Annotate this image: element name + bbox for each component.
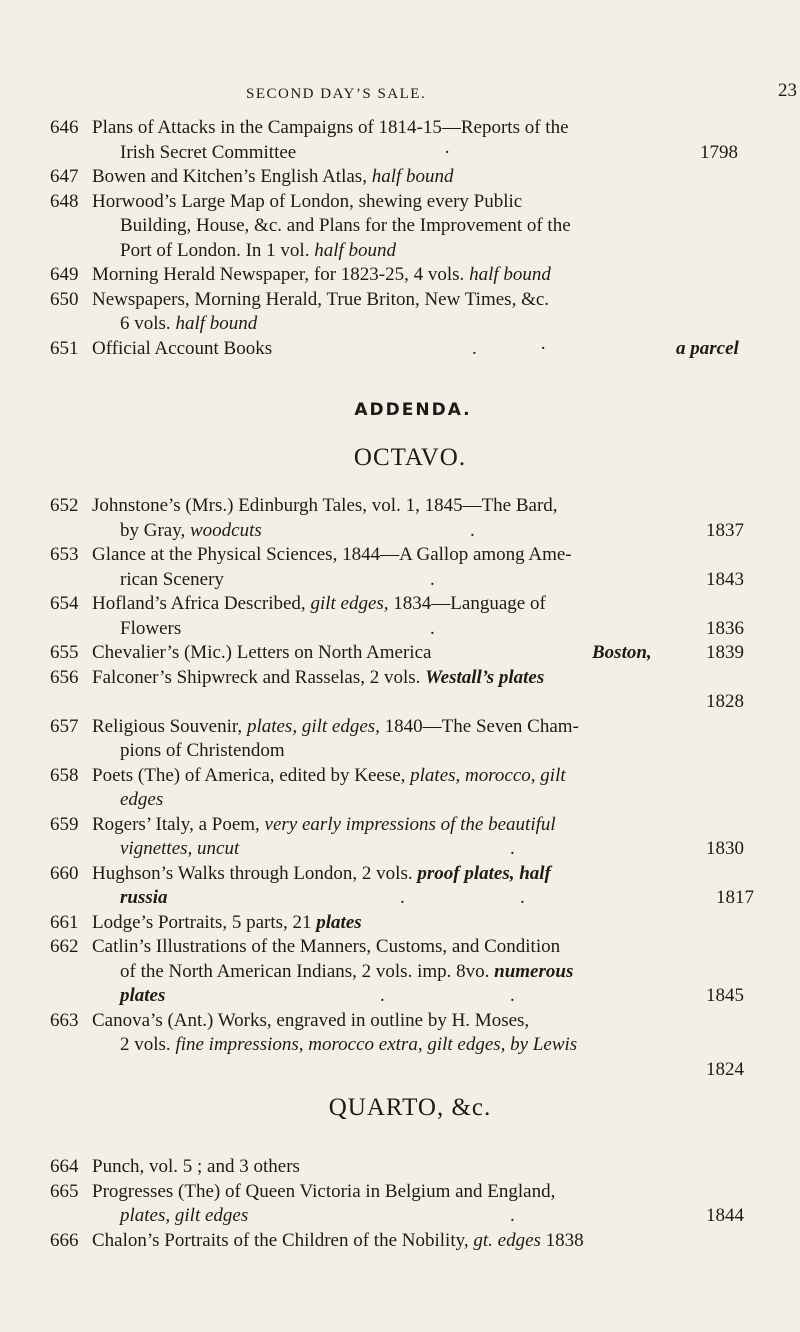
- lot-654: [0, 592, 800, 641]
- lot-number: 650: [50, 288, 79, 310]
- lot-continuation: pions of Christendom: [120, 740, 285, 761]
- lot-text: Port of London. In 1 vol.: [120, 239, 315, 261]
- leader-dot: .: [472, 337, 477, 359]
- lot-text: Hofland’s Africa Described,: [92, 593, 311, 614]
- lot-661: [0, 911, 800, 936]
- lot-number: 652: [50, 495, 79, 516]
- lot-title: [0, 862, 800, 887]
- plates-note: Westall’s plates: [425, 666, 545, 688]
- addenda-heading: ADDENDA.: [354, 400, 472, 420]
- lot-continuation: [0, 617, 800, 642]
- running-head: [0, 80, 800, 110]
- lot-number: 663: [50, 1009, 79, 1031]
- lot-660: [0, 862, 800, 911]
- plates-note: numerous: [494, 960, 574, 982]
- lot-title: Johnstone’s (Mrs.) Edinburgh Tales, vol. 1, 1845—The Bard,: [92, 495, 558, 516]
- lot-number: 666: [50, 1229, 79, 1251]
- binding-note: half bound: [371, 166, 454, 187]
- lot-title: [0, 592, 800, 617]
- leader-dot: .: [400, 887, 405, 908]
- lot-number: 659: [50, 813, 79, 835]
- leader-dot: .: [510, 1205, 515, 1226]
- lot-title: [0, 911, 800, 936]
- binding-note: half bound: [314, 239, 397, 261]
- lot-648: [0, 190, 800, 264]
- top-lots: [0, 116, 800, 361]
- lot-text: Hughson’s Walks through London, 2 vols.: [92, 862, 418, 884]
- lot-continuation: [0, 519, 800, 544]
- lot-text: Bowen and Kitchen’s English Atlas,: [92, 166, 372, 187]
- lot-year: 1836: [706, 617, 744, 639]
- lot-text: Religious Souvenir,: [92, 715, 247, 737]
- lot-year: 1830: [706, 838, 744, 859]
- lot-year: 1844: [706, 1205, 744, 1226]
- lot-665: [0, 1180, 800, 1229]
- lot-year: 1843: [706, 568, 744, 590]
- leader-dot: .: [430, 617, 435, 639]
- lot-year: 1817: [716, 887, 754, 908]
- lot-text: Morning Herald Newspaper, for 1823-25, 4 vols.: [92, 264, 470, 285]
- plates-note: plates: [120, 985, 166, 1006]
- lot-text: Irish Secret Committee: [120, 141, 297, 163]
- lot-number: 656: [50, 666, 79, 688]
- lot-text: by Gray,: [120, 519, 190, 541]
- lot-text: Chalon’s Portraits of the Children of the Nobility,: [92, 1229, 474, 1251]
- lot-655: [0, 641, 800, 666]
- binding-note: proof plates, half: [417, 862, 551, 884]
- lot-646: [0, 116, 800, 165]
- lot-number: 657: [50, 715, 79, 737]
- lot-title: Plans of Attacks in the Campaigns of 1814-15—Reports of the: [92, 117, 569, 138]
- lot-text: Lodge’s Portraits, 5 parts, 21: [92, 911, 317, 933]
- leader-dot: .: [510, 985, 515, 1006]
- plates-note: plates: [316, 911, 362, 933]
- binding-note: very early impressions of the beautiful: [264, 813, 556, 835]
- lot-number: 647: [50, 166, 79, 187]
- lot-658: [0, 764, 800, 813]
- lot-number: 654: [50, 593, 79, 614]
- lot-title: [0, 666, 800, 691]
- lot-number: 651: [50, 337, 79, 359]
- binding-note: half bound: [469, 264, 551, 285]
- lot-continuation: [0, 239, 800, 264]
- imprint-place: Boston,: [592, 642, 652, 663]
- lot-title: [0, 1229, 800, 1254]
- lot-number: 664: [50, 1156, 79, 1177]
- leader-dot: .: [510, 838, 515, 859]
- lot-continuation: edges: [120, 789, 164, 810]
- lot-year: 1838: [545, 1229, 584, 1251]
- lot-text: of the North American Indians, 2 vols. imp. 8vo.: [120, 960, 495, 982]
- lot-662: [0, 935, 800, 1009]
- lot-647: [0, 165, 800, 190]
- lot-title: Canova’s (Ant.) Works, engraved in outline by H. Moses,: [92, 1009, 530, 1031]
- binding-note: gilt edges,: [310, 593, 389, 614]
- lot-continuation: [0, 886, 800, 911]
- lot-title: [0, 641, 800, 666]
- lot-title: Glance at the Physical Sciences, 1844—A Gallop among Ame-: [92, 544, 572, 565]
- octavo-lots: [0, 494, 800, 1082]
- binding-note: vignettes, uncut: [120, 838, 240, 859]
- lot-text: Chevalier’s (Mic.) Letters on North America: [92, 642, 432, 663]
- lot-number: 665: [50, 1180, 79, 1202]
- lot-quantity: a parcel: [676, 337, 739, 359]
- leader-dot: .: [520, 887, 525, 908]
- lot-year: 1828: [706, 691, 744, 712]
- octavo-heading: OCTAVO.: [353, 444, 467, 471]
- lot-649: [0, 263, 800, 288]
- leader-dot: ·: [444, 141, 451, 163]
- running-title: SECOND DAY’S SALE.: [246, 86, 427, 102]
- lot-text: Rogers’ Italy, a Poem,: [92, 813, 265, 835]
- lot-text: Poets (The) of America, edited by Keese,: [92, 764, 411, 786]
- leader-dot: .: [380, 985, 385, 1006]
- lot-year: 1845: [706, 985, 744, 1006]
- leader-dot: .: [470, 519, 475, 541]
- lot-656: [0, 666, 800, 715]
- binding-note: plates, gilt edges,: [246, 715, 380, 737]
- leader-dot: ·: [540, 337, 547, 359]
- lot-666: [0, 1229, 800, 1254]
- lot-title: Catlin’s Illustrations of the Manners, Customs, and Condition: [92, 936, 561, 957]
- lot-652: [0, 494, 800, 543]
- binding-note: plates, morocco, gilt: [410, 764, 566, 786]
- lot-year: 1798: [700, 141, 738, 163]
- lot-title: Horwood’s Large Map of London, shewing every Public: [92, 190, 523, 212]
- lot-number: 658: [50, 764, 79, 786]
- lot-continuation: [0, 1204, 800, 1229]
- lot-title: [0, 165, 800, 190]
- lot-title: [0, 813, 800, 838]
- lot-continuation: [0, 837, 800, 862]
- page-number: 23: [778, 80, 797, 101]
- lot-title: Progresses (The) of Queen Victoria in Belgium and England,: [92, 1180, 556, 1202]
- lot-continuation: [0, 1033, 800, 1058]
- binding-note: plates, gilt edges: [120, 1205, 249, 1226]
- lot-text: Falconer’s Shipwreck and Rasselas, 2 vols.: [92, 666, 426, 688]
- lot-title: Newspapers, Morning Herald, True Briton, New Times, &c.: [92, 288, 550, 310]
- lot-number: 660: [50, 862, 79, 884]
- lot-650: [0, 288, 800, 337]
- lot-year: 1824: [706, 1058, 744, 1080]
- lot-title: [0, 337, 800, 362]
- lot-number: 653: [50, 544, 79, 565]
- lot-657: [0, 715, 800, 764]
- lot-continuation: Building, House, &c. and Plans for the Improvement of the: [120, 215, 571, 236]
- lot-continuation: [0, 960, 800, 985]
- lot-year: 1839: [706, 642, 744, 663]
- lot-text: 1834—Language of: [388, 593, 546, 614]
- lot-number: 662: [50, 936, 79, 957]
- lot-title: [0, 764, 800, 789]
- lot-663: [0, 1009, 800, 1083]
- lot-continuation: [0, 312, 800, 337]
- lot-664: [0, 1155, 800, 1180]
- leader-dot: .: [430, 568, 435, 590]
- lot-continuation: [0, 141, 800, 166]
- lot-659: [0, 813, 800, 862]
- lot-text: 6 vols.: [120, 313, 176, 334]
- lot-text: 1840—The Seven Cham-: [379, 715, 579, 737]
- lot-text: 2 vols.: [120, 1034, 176, 1055]
- lot-title: [0, 715, 800, 740]
- lot-continuation: [0, 984, 800, 1009]
- lot-text: Flowers: [120, 617, 182, 639]
- binding-note: half bound: [175, 313, 258, 334]
- lot-continuation: [0, 568, 800, 593]
- lot-number: 655: [50, 642, 79, 663]
- quarto-lots: [0, 1155, 800, 1253]
- lot-651: [0, 337, 800, 362]
- quarto-heading: QUARTO, &c.: [328, 1094, 492, 1121]
- lot-number: 649: [50, 264, 79, 285]
- lot-year: 1837: [706, 519, 744, 541]
- lot-text: Official Account Books: [92, 337, 273, 359]
- binding-note: russia: [120, 887, 168, 908]
- lot-number: 648: [50, 190, 79, 212]
- lot-653: [0, 543, 800, 592]
- lot-title: [0, 263, 800, 288]
- lot-number: 646: [50, 117, 79, 138]
- binding-note: gt. edges: [473, 1229, 541, 1251]
- lot-number: 661: [50, 911, 79, 933]
- binding-note: fine impressions, morocco extra, gilt edges, by Lewis: [175, 1034, 578, 1055]
- lot-title: Punch, vol. 5 ; and 3 others: [92, 1156, 300, 1177]
- lot-text: rican Scenery: [120, 568, 224, 590]
- binding-note: woodcuts: [190, 519, 262, 541]
